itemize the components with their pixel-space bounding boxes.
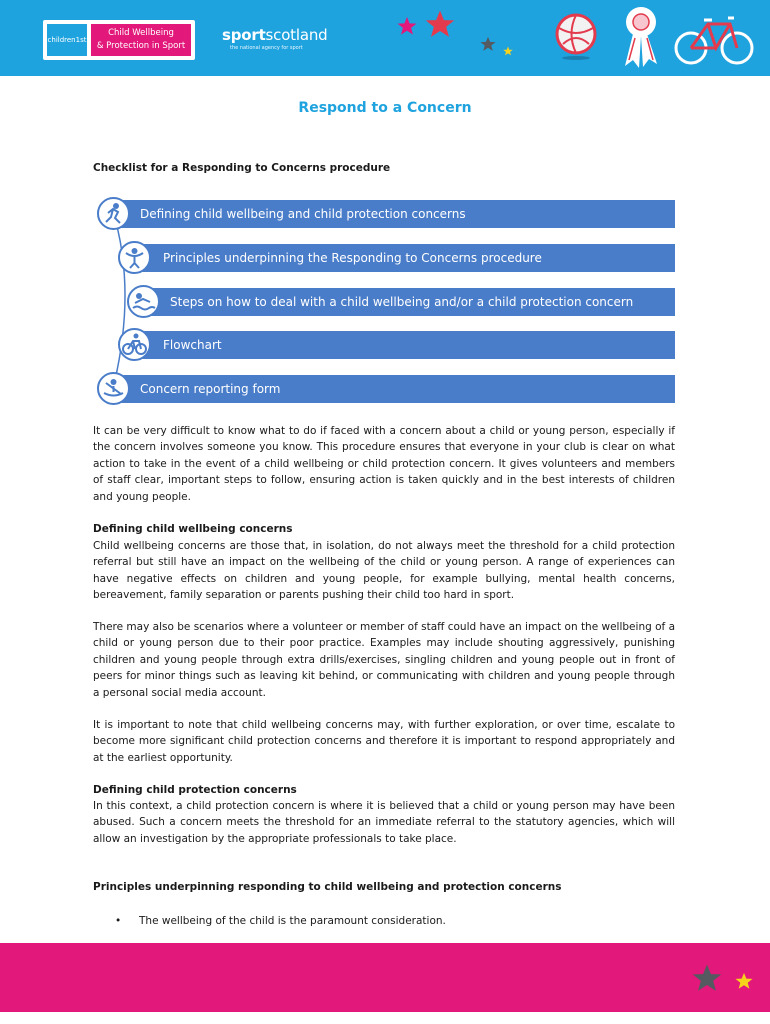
star-icon xyxy=(692,963,722,993)
children1st-logo: children1st xyxy=(47,24,87,56)
wellbeing-heading: Defining child wellbeing concerns xyxy=(93,523,293,535)
checklist-item: Steps on how to deal with a child wellbeing and/or a child protection concern xyxy=(142,288,675,316)
page-title: Respond to a Concern xyxy=(298,100,472,116)
sport-tagline: the national agency for sport xyxy=(230,45,303,51)
bullet-icon: • xyxy=(115,915,122,927)
checklist-heading: Checklist for a Responding to Concerns procedure xyxy=(93,162,391,174)
footer-bottom-strip xyxy=(0,1012,770,1024)
cyclist-icon xyxy=(118,328,151,361)
swimmer-icon xyxy=(127,285,160,318)
intro-paragraph: It can be very difficult to know what to do if faced with a concern about a child or young person, especially if the concern involves someone you know. This procedure ensures that everyone in your club is clear on what action to take in the event of a child wellbeing or child protection concern. It gives volunteers and members of staff clear, important steps to follow, ensuring action is taken quickly and in the best interests of children and young people. xyxy=(93,425,675,503)
cwps-logo-line1: Child Wellbeing xyxy=(108,28,174,38)
protection-paragraph: In this context, a child protection concern is where it is believed that a child or young person may have been abused. Such a concern meets the threshold for an immediate referral to the statutory agencies, which will allow an investigation by the appropriate professionals to take place. xyxy=(93,800,675,845)
sport-name-bold: sport xyxy=(222,26,266,44)
checklist-item: Principles underpinning the Responding to Concerns procedure xyxy=(133,244,675,272)
wellbeing-paragraph-1: Child wellbeing concerns are those that, in isolation, do not always meet the threshold for a child protection referral but still have an impact on the wellbeing of the child or young person. A range of experiences can have negative effects on children and young people, for example bullying, mental health concerns, bereavement, family separation or parents pushing their child too hard in sport. xyxy=(93,540,675,602)
wellbeing-section xyxy=(93,521,675,537)
bullet-text: The wellbeing of the child is the paramount consideration. xyxy=(139,915,446,927)
checklist-item: Flowchart xyxy=(133,331,675,359)
checklist-item: Defining child wellbeing and child protection concerns xyxy=(112,200,675,228)
wellbeing-paragraph-2: There may also be scenarios where a volunteer or member of staff could have an impact on the wellbeing of a child or young person due to their poor practice. Examples may include shouting aggressively, punishing children and young people through extra drills/exercises, singling children and young people out in front of peers for minor things such as leaving kit behind, or communicating with children and young people through a personal social media account. xyxy=(93,621,675,699)
runner-icon xyxy=(97,197,130,230)
checklist-item: Concern reporting form xyxy=(112,375,675,403)
gymnast-icon xyxy=(118,241,151,274)
wellbeing-paragraph-3: It is important to note that child wellbeing concerns may, with further exploration, or over time, escalate to become more significant child protection concerns and therefore it is important to respond appropriately and at the earliest opportunity. xyxy=(93,719,675,764)
star-icon xyxy=(735,972,753,990)
protection-heading: Defining child protection concerns xyxy=(93,784,297,796)
protection-section xyxy=(93,782,675,798)
principles-heading: Principles underpinning responding to child wellbeing and protection concerns xyxy=(93,881,562,893)
kayaker-icon xyxy=(97,372,130,405)
cwps-logo-line2: & Protection in Sport xyxy=(96,41,186,51)
sport-name-light: scotland xyxy=(265,26,328,44)
